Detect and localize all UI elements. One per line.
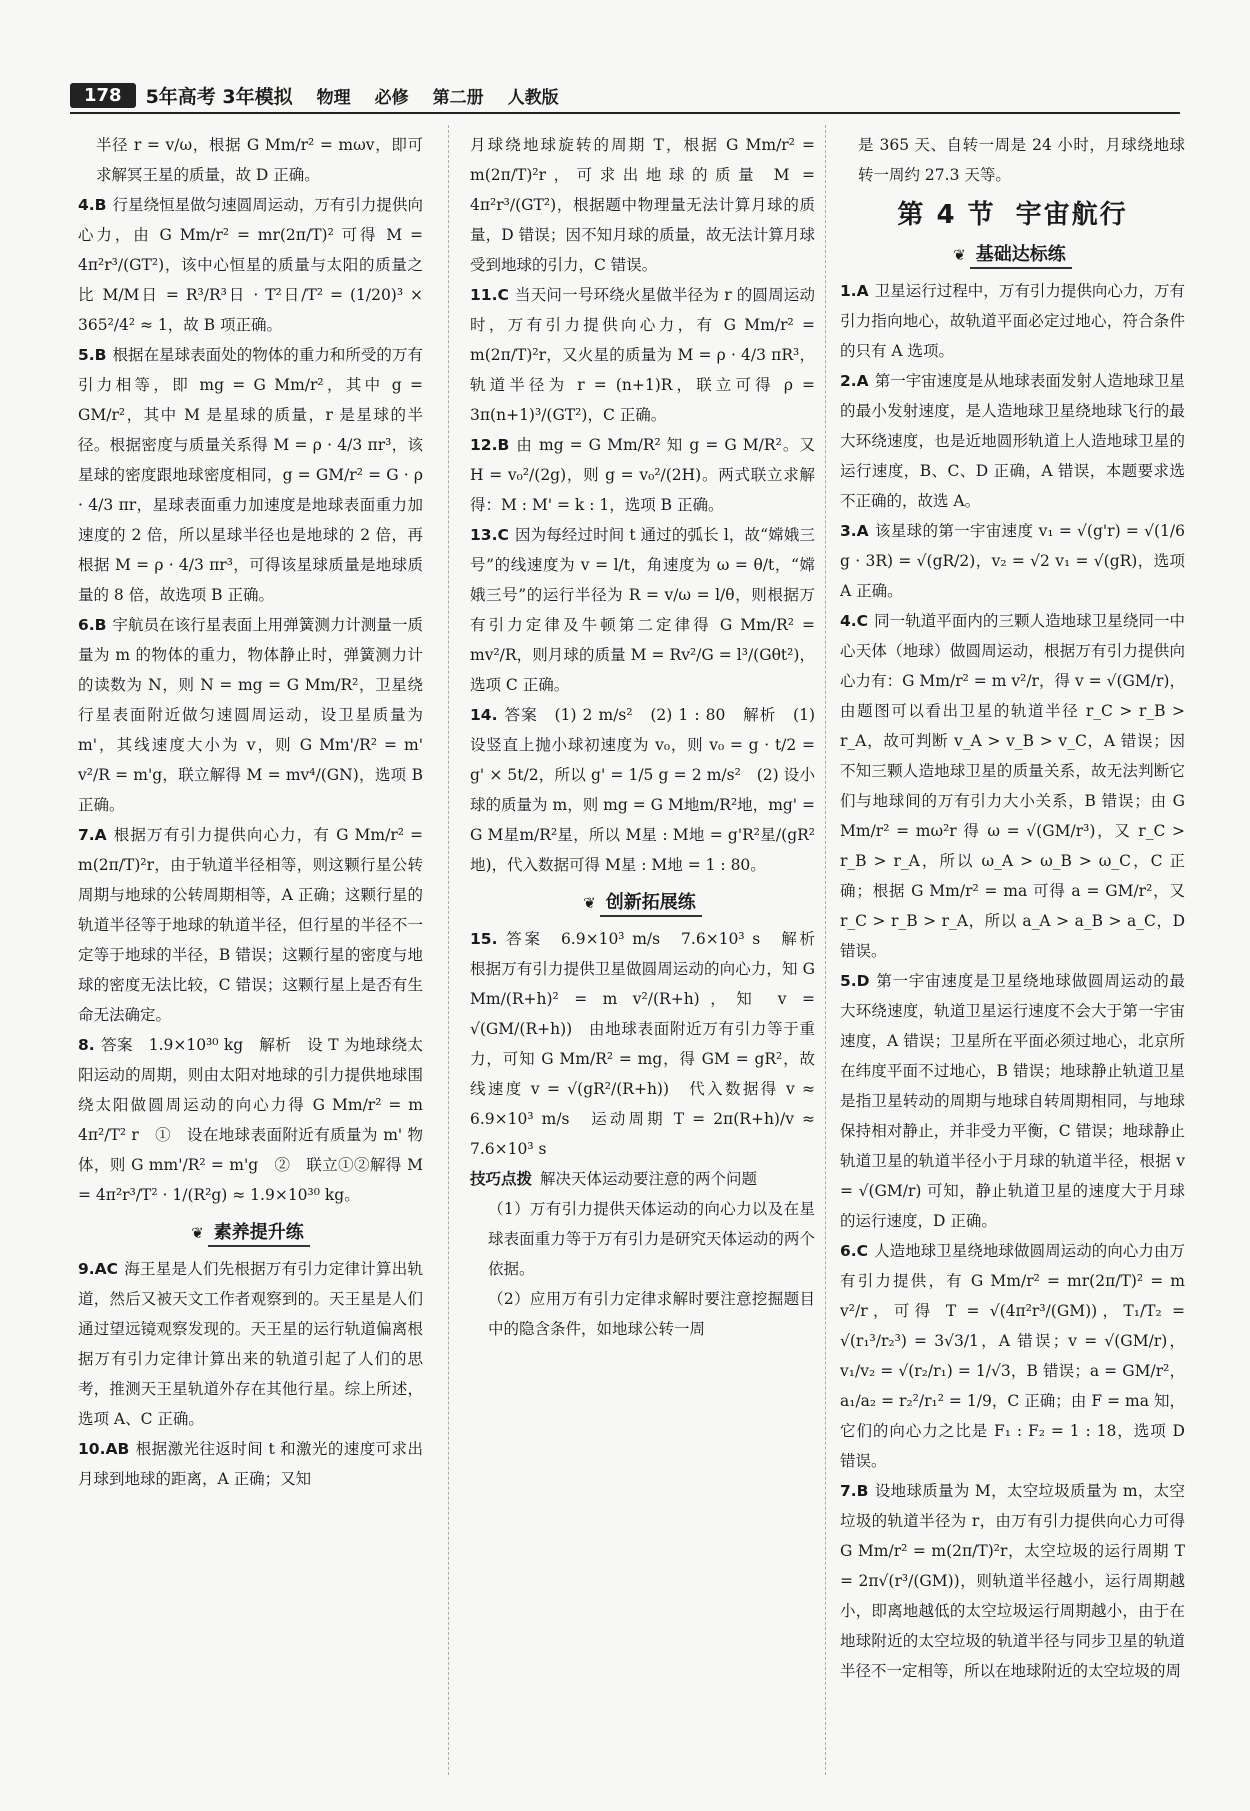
column-2	[470, 130, 831, 1770]
header-edition: 人教版	[507, 87, 559, 108]
answer-item	[840, 1476, 1185, 1686]
answer-item	[78, 190, 423, 340]
answer-text: 该星球的第一宇宙速度 v₁ = √(g'r) = √(1/6 g · 3R) = √(gR/2)，v₂ = √2 v₁ = √(gR)，选项 A 正确。	[840, 522, 1185, 600]
answer-text: 当天问一号环绕火星做半径为 r 的圆周运动时，万有引力提供向心力，有 G Mm/r² = m(2π/T)²r，又火星的质量为 M = ρ · 4/3 πR³，轨道半径为 r = (n+1)R，联立可得 ρ = 3π(n+1)³/(GT²)，C 正确。	[470, 286, 815, 424]
column-divider	[825, 125, 826, 1775]
answer-number: 11.C	[470, 286, 509, 304]
answer-number: 10.AB	[78, 1440, 130, 1458]
section-heading: ❦ 基础达标练	[840, 240, 1185, 270]
header-subject: 物理	[316, 87, 351, 108]
column-3	[840, 130, 1185, 1770]
section-heading: ❦ 创新拓展练	[470, 888, 815, 918]
answer-number: 13.C	[470, 526, 509, 544]
answer-number: 2.A	[840, 372, 869, 390]
answer-number: 5.B	[78, 346, 107, 364]
answer-number: 4.C	[840, 612, 869, 630]
chapter-title: 宇宙航行	[1015, 200, 1128, 230]
answer-item	[470, 520, 815, 700]
answer-item	[470, 430, 815, 520]
answer-item	[470, 130, 815, 280]
answer-number: 9.AC	[78, 1260, 119, 1278]
answer-item	[78, 610, 423, 820]
page-number: 178	[70, 83, 136, 108]
answer-number: 3.A	[840, 522, 869, 540]
answer-number: 8.	[78, 1036, 95, 1054]
answer-item	[840, 966, 1185, 1236]
leaf-icon: ❦	[953, 246, 966, 264]
answer-number: 12.B	[470, 436, 510, 454]
header-module: 必修	[374, 87, 409, 108]
chapter-heading	[840, 200, 1185, 230]
answer-item	[840, 1236, 1185, 1476]
answer-number: 14.	[470, 706, 498, 724]
skill-tip	[470, 1164, 815, 1194]
answer-number: 6.B	[78, 616, 107, 634]
leaf-icon: ❦	[191, 1224, 204, 1242]
answer-text: 同一轨道平面内的三颗人造地球卫星绕同一中心天体（地球）做圆周运动，根据万有引力提供向心力有：G Mm/r² = m v²/r，得 v = √(GM/r)，由题图可以看出卫星的轨道半径 r_C > r_B > r_A，故可判断 v_A > v_B > v_C，A 错误；因不知三颗人造地球卫星的质量关系，故无法判断它们与地球间的万有引力大小关系，B 错误；由 G Mm/r² = mω²r 得 ω = √(GM/r³)，又 r_C > r_B > r_A，所以 ω_A > ω_B > ω_C，C 正确；根据 G Mm/r² = ma 可得 a = GM/r²，又 r_C > r_B > r_A，所以 a_A > a_B > a_C，D 错误。	[840, 612, 1185, 960]
answer-number: 6.C	[840, 1242, 869, 1260]
answer-number: 5.D	[840, 972, 870, 990]
answer-item	[840, 606, 1185, 966]
answer-text: 根据激光往返时间 t 和激光的速度可求出月球到地球的距离，A 正确；又知	[78, 1440, 423, 1488]
answer-item	[470, 924, 831, 1164]
column-divider	[448, 125, 449, 1775]
chapter-number: 第 4 节	[897, 200, 996, 230]
skill-text: （1）万有引力提供天体运动的向心力以及在星球表面重力等于万有引力是研究天体运动的两个依据。	[488, 1200, 815, 1278]
answer-text: 第一宇宙速度是从地球表面发射人造地球卫星的最小发射速度，是人造地球卫星绕地球飞行的最大环绕速度，也是近地圆形轨道上人造地球卫星的运行速度，B、C、D 正确，A 错误，本题要求选不正确的，故选 A。	[840, 372, 1185, 510]
answer-text: 答案 6.9×10³ m/s 7.6×10³ s 解析 根据万有引力提供卫星做圆周运动的向心力，知 G Mm/(R+h)² = m v²/(R+h)，知 v = √(GM/(R+h)) 由地球表面附近万有引力等于重力，可知 G Mm/R² = mg，得 GM = gR²，故线速度 v = √(gR²/(R+h)) 代入数据得 v ≈ 6.9×10³ m/s 运动周期 T = 2π(R+h)/v ≈ 7.6×10³ s	[470, 930, 831, 1158]
answer-number: 15.	[470, 930, 498, 948]
answer-text: 因为每经过时间 t 通过的弧长 l，故“嫦娥三号”的线速度为 v = l/t，角速度为 ω = θ/t，“嫦娥三号”的运行半径为 R = v/ω = l/θ，则根据万有引力定律及牛顿第二定律得 G Mm/R² = mv²/R，则月球的质量 M = Rv²/G = l³/(Gθt²)，选项 C 正确。	[470, 526, 815, 694]
answer-text: 宇航员在该行星表面上用弹簧测力计测量一质量为 m 的物体的重力，物体静止时，弹簧测力计的读数为 N，则 N = mg = G Mm/R²，卫星绕行星表面附近做匀速圆周运动，设卫星质量为 m'，其线速度大小为 v，则 G Mm'/R² = m' v²/R = m'g，联立解得 M = mv⁴/(GN)，选项 B 正确。	[78, 616, 423, 814]
answer-item	[840, 276, 1185, 366]
answer-number: 7.B	[840, 1482, 869, 1500]
answer-item	[78, 340, 423, 610]
book-brand: 5年高考 3年模拟	[145, 85, 293, 108]
answer-item	[470, 700, 815, 880]
answer-text: 根据在星球表面处的物体的重力和所受的万有引力相等，即 mg = G Mm/r²，其中 g = GM/r²，其中 M 是星球的质量，r 是星球的半径。根据密度与质量关系得 M = ρ · 4/3 πr³，该星球的密度跟地球密度相同，g = GM/r² = G · ρ · 4/3 πr，星球表面重力加速度是地球表面重力加速度的 2 倍，所以星球半径也是地球的 2 倍，再根据 M = ρ · 4/3 πr³，可得该星球质量是地球质量的 8 倍，故选项 B 正确。	[78, 346, 423, 604]
answer-text: 答案 1.9×10³⁰ kg 解析 设 T 为地球绕太阳运动的周期，则由太阳对地球的引力提供地球围绕太阳做圆周运动的向心力得 G Mm/r² = m 4π²/T² r ① 设在地球表面附近有质量为 m' 物体，则 G mm'/R² = m'g ② 联立①②解得 M = 4π²r³/T² · 1/(R²g) ≈ 1.9×10³⁰ kg。	[78, 1036, 423, 1204]
answer-text: 海王星是人们先根据万有引力定律计算出轨道，然后又被天文工作者观察到的。天王星是人们通过望远镜观察发现的。天王星的运行轨道偏离根据万有引力定律计算出来的轨道引起了人们的思考，推测天王星轨道外存在其他行星。综上所述，选项 A、C 正确。	[78, 1260, 423, 1428]
text-line: 半径 r = v/ω，根据 G Mm/r² = mωv，即可求解冥王星的质量，故 D 正确。	[96, 136, 423, 184]
answer-text: 答案 (1) 2 m/s² (2) 1 : 80 解析 (1) 设竖直上抛小球初速度为 v₀，则 v₀ = g · t/2 = g' × 5t/2，所以 g' = 1/5 g = 2 m/s² (2) 设小球的质量为 m，则 mg = G M地m/R²地，mg' = G M星m/R²星，所以 M星 : M地 = g'R²星/(gR²地)，代入数据可得 M星 : M地 = 1 : 80。	[470, 706, 815, 874]
answer-item	[78, 1434, 423, 1494]
answer-text: 第一宇宙速度是卫星绕地球做圆周运动的最大环绕速度，轨道卫星运行速度不会大于第一宇宙速度，A 错误；卫星所在平面必须过地心，北京所在纬度平面不过地心，B 错误；地球静止轨道卫星是指卫星转动的周期与地球自转周期相同，与地球保持相对静止，并非受力平衡，C 错误；地球静止轨道卫星的轨道半径小于月球的轨道半径，根据 v = √(GM/r) 可知，静止轨道卫星的速度大于月球的运行速度，D 正确。	[840, 972, 1185, 1230]
answer-text: 卫星运行过程中，万有引力提供向心力，万有引力指向地心，故轨道平面必定过地心，符合条件的只有 A 选项。	[840, 282, 1185, 360]
answer-text: 月球绕地球旋转的周期 T，根据 G Mm/r² = m(2π/T)²r，可求出地球的质量 M = 4π²r³/(GT²)，根据题中物理量无法计算月球的质量，D 错误；因不知月球的质量，故无法计算月球受到地球的引力，C 错误。	[470, 136, 815, 274]
answer-item	[78, 1030, 423, 1210]
answer-number: 4.B	[78, 196, 107, 214]
skill-text: （2）应用万有引力定律求解时要注意挖掘题目中的隐含条件，如地球公转一周	[488, 1290, 815, 1338]
section-heading: ❦ 素养提升练	[78, 1218, 423, 1248]
answer-number: 7.A	[78, 826, 107, 844]
answer-item	[840, 366, 1185, 516]
answer-text: 由 mg = G Mm/R² 知 g = G M/R²。又 H = v₀²/(2g)，则 g = v₀²/(2H)。两式联立求解得：M : M' = k : 1，选项 B 正确。	[470, 436, 815, 514]
answer-item	[78, 820, 423, 1030]
answer-text: 设地球质量为 M，太空垃圾质量为 m，太空垃圾的轨道半径为 r，由万有引力提供向心力可得 G Mm/r² = m(2π/T)²r，太空垃圾的运行周期 T = 2π√(r³/(GM))，则轨道半径越小，运行周期越小，即离地越低的太空垃圾运行周期越小，由于在地球附近的太空垃圾的轨道半径与同步卫星的轨道半径不一定相等，所以在地球附近的太空垃圾的周	[840, 1482, 1185, 1680]
page-header	[70, 78, 1180, 114]
skill-label: 技巧点拨	[470, 1170, 533, 1188]
leaf-icon: ❦	[583, 894, 596, 912]
answer-item	[78, 1254, 423, 1434]
column-1	[78, 130, 423, 1770]
answer-item	[470, 280, 815, 430]
answer-text: 根据万有引力提供向心力，有 G Mm/r² = m(2π/T)²r，由于轨道半径相等，则这颗行星公转周期与地球的公转周期相等，A 正确；这颗行星的轨道半径等于地球的轨道半径，但行星的半径不一定等于地球的半径，B 错误；这颗行星的密度与地球的密度无法比较，C 错误；这颗行星上是否有生命无法确定。	[78, 826, 423, 1024]
skill-text: 解决天体运动要注意的两个问题	[540, 1170, 758, 1188]
header-volume: 第二册	[432, 87, 484, 108]
text-line: 是 365 天、自转一周是 24 小时，月球绕地球转一周约 27.3 天等。	[858, 136, 1185, 184]
answer-number: 1.A	[840, 282, 869, 300]
answer-item	[840, 516, 1185, 606]
answer-text: 行星绕恒星做匀速圆周运动，万有引力提供向心力，由 G Mm/r² = mr(2π/T)² 可得 M = 4π²r³/(GT²)，该中心恒星的质量与太阳的质量之比 M/M日 = R³/R³日 · T²日/T² = (1/20)³ × 365²/4² ≈ 1，故 B 项正确。	[78, 196, 423, 334]
answer-text: 人造地球卫星绕地球做圆周运动的向心力由万有引力提供，有 G Mm/r² = mr(2π/T)² = m v²/r，可得 T = √(4π²r³/(GM))，T₁/T₂ = √(r₁³/r₂³) = 3√3/1，A 错误；v = √(GM/r)，v₁/v₂ = √(r₂/r₁) = 1/√3，B 错误；a = GM/r²，a₁/a₂ = r₂²/r₁² = 1/9，C 正确；由 F = ma 知，它们的向心力之比是 F₁ : F₂ = 1 : 18，选项 D 错误。	[840, 1242, 1185, 1470]
